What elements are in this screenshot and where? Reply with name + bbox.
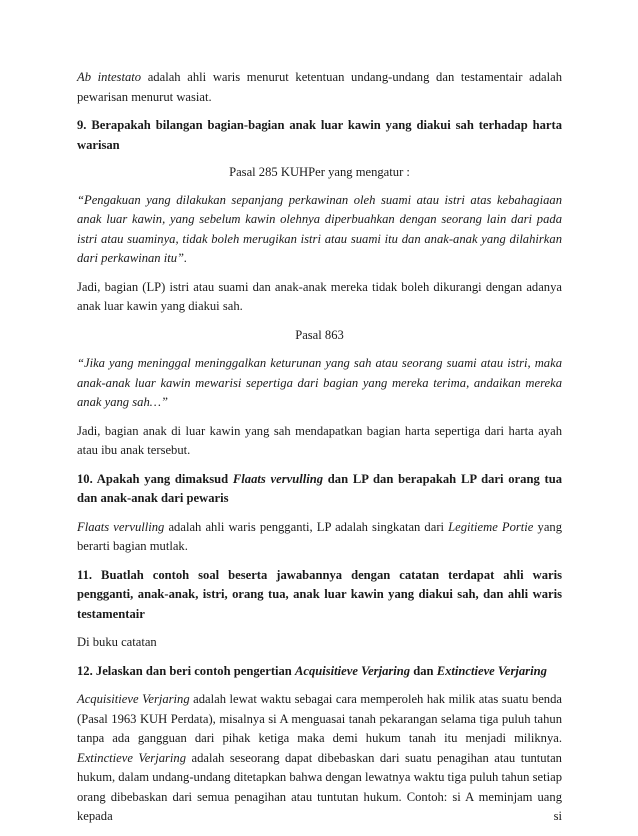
term-extinctieve-verjaring: Extinctieve Verjaring (436, 663, 547, 678)
term-extinctieve-verjaring: Extinctieve Verjaring (77, 750, 186, 765)
question-10-text: 10. Apakah yang dimaksud (77, 471, 233, 486)
term-acquisitieve-verjaring: Acquisitieve Verjaring (77, 692, 190, 706)
quote-pasal-863: “Jika yang meninggal meninggalkan keturunan yang sah atau seorang suami atau istri, maka anak-anak luar kawin mewarisi sepertiga dari bagian yang mereka terima, andaikan mereka anak yang sah…” (77, 356, 562, 409)
question-10-text-end: dan LP dan berapakah LP dari orang tua dan anak-anak dari pewaris (77, 471, 562, 505)
question-12 (77, 662, 562, 682)
conclusion-1: Jadi, bagian (LP) istri atau suami dan anak-anak mereka tidak boleh dikurangi dengan adanya anak luar kawin yang diakui sah. (77, 279, 562, 313)
paragraph-text: adalah ahli waris menurut ketentuan undang-undang dan testamentair adalah pewarisan menurut wasiat. (77, 70, 562, 104)
pasal-863-heading: Pasal 863 (295, 327, 344, 342)
paragraph-ab-intestato (77, 68, 562, 107)
answer-10 (77, 518, 562, 557)
question-10 (77, 470, 562, 509)
conclusion-2: Jadi, bagian anak di luar kawin yang sah mendapatkan bagian harta sepertiga dari harta ayah atau ibu anak tersebut. (77, 423, 562, 457)
answer-12-text: adalah lewat waktu sebagai cara memperoleh hak milik atas suatu benda (Pasal 1963 KUH Perdata), misalnya si A menguasai tanah pekarangan selama tiga puluh tahun tanpa ada gangguan dari pihak ketiga maka demi hukum tanah itu menjadi miliknya. (77, 692, 562, 745)
pasal-285-heading: Pasal 285 KUHPer yang mengatur : (229, 165, 410, 179)
question-12-conj: dan (410, 663, 437, 678)
question-11: 11. Buatlah contoh soal beserta jawabannya dengan catatan terdapat ahli waris pengganti, anak-anak, istri, orang tua, anak luar kawin yang diakui sah, dan ahli waris testamentair (77, 567, 562, 621)
term-ab-intestato: Ab intestato (77, 70, 142, 84)
question-9: 9. Berapakah bilangan bagian-bagian anak luar kawin yang diakui sah terhadap harta warisan (77, 118, 562, 152)
answer-10-text: adalah ahli waris pengganti, LP adalah singkatan dari (164, 519, 449, 534)
quote-pasal-285: “Pengakuan yang dilakukan sepanjang perkawinan oleh suami atau istri atas kebahagiaan anak luar kawin, yang sebelum kawin olehnya diperbuahkan dengan seorang lain dari pada istri atau suaminya, tidak boleh merugikan istri atau suami itu dan anak-anak yang dilahirkan dari perkawinan itu”. (77, 192, 562, 265)
answer-11: Di buku catatan (77, 635, 157, 649)
term-legitieme-portie: Legitieme Portie (448, 519, 534, 534)
term-flaats-vervulling: Flaats vervulling (77, 519, 165, 534)
question-12-text: 12. Jelaskan dan beri contoh pengertian (77, 663, 295, 678)
answer-12-text-end: adalah seseorang dapat dibebaskan dari suatu penagihan atau tuntutan hukum, dalam undang-undang ditetapkan bahwa dengan lewatnya waktu tiga puluh tahun setiap orang dibebaskan dari semua penagihan atau tuntutan hukum. Contoh: si A meminjam uang kepada si (77, 750, 562, 823)
document-page (77, 68, 562, 836)
answer-12 (77, 690, 562, 827)
term-acquisitieve-verjaring: Acquisitieve Verjaring (294, 663, 411, 678)
term-flaats-vervulling: Flaats vervulling (232, 471, 324, 486)
answer-10-text-end: yang berarti bagian mutlak. (77, 519, 562, 553)
